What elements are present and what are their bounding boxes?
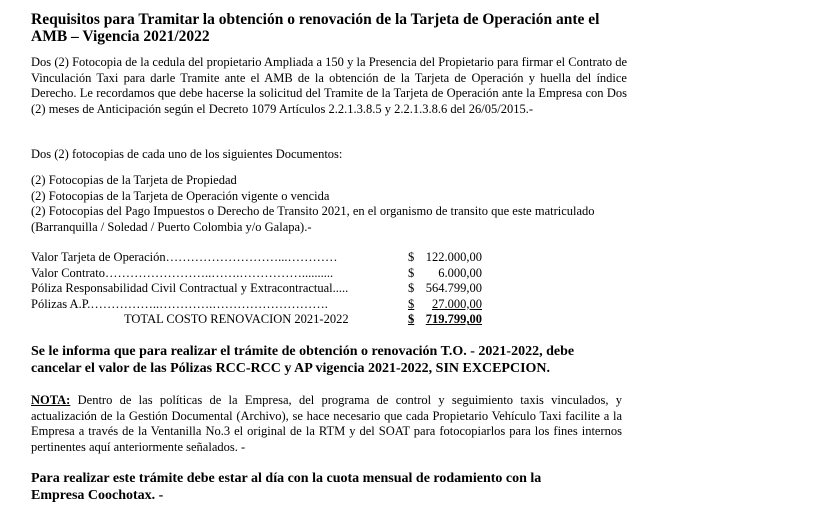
cost-amount: 27.000,00 <box>432 296 482 311</box>
document-title: Requisitos para Tramitar la obtención o renovación de la Tarjeta de Operación ante el AMB – Vigencia 2021/2022 <box>31 11 600 45</box>
documents-intro: Dos (2) fotocopias de cada uno de los siguientes Documentos: <box>31 147 343 161</box>
cost-row <box>31 250 491 266</box>
cost-currency: $ <box>408 296 415 311</box>
requirements-paragraph: Dos (2) Fotocopia de la cedula del propietario Ampliada a 150 y la Presencia del Propietario para firmar el Contrato de Vinculación Taxi para darle Tramite ante el AMB de la obtención de la Tarjeta de Operación y huella del índice Derecho. Le recordamos que debe hacerse la solicitud del Tramite de la Tarjeta de Operación ante la Empresa con Dos (2) meses de Anticipación según el Decreto 1079 Artículos 2.2.1.3.8.5 y 2.2.1.3.8.6 del 26/05/2015.- <box>31 55 627 116</box>
cost-row <box>31 281 491 297</box>
list-item: (2) Fotocopias de la Tarjeta de Operación vigente o vencida <box>31 188 330 203</box>
cost-amount: 122.000,00 <box>425 250 482 264</box>
cost-amount: 564.799,00 <box>425 281 482 296</box>
nota-label: NOTA: <box>31 393 71 407</box>
cost-label: Pólizas A.P.……………..………….………………………. <box>31 296 328 311</box>
total-amount: 719.799,00 <box>425 312 482 327</box>
list-item: (2) Fotocopias de la Tarjeta de Propiedad <box>31 173 237 187</box>
cost-row <box>31 297 491 313</box>
nota-paragraph <box>31 393 622 455</box>
documents-list <box>31 173 621 235</box>
cost-label: Valor Contrato……………………..…….…………….......... <box>31 265 334 280</box>
nota-text: Dentro de las políticas de la Empresa, del programa de control y seguimiento taxis vinculados, y actualización de la Gestión Documental (Archivo), se hace necesario que cada Propietario Vehículo Taxi facilite a la Empresa a través de la Ventanilla No.3 el original de la RTM y del SOAT para fotocopiarlos para los fines internos pertinentes aquí anteriormente señalados. - <box>31 393 622 454</box>
closing-notice: Para realizar este trámite debe estar al día con la cuota mensual de rodamiento con la Empresa Coochotax. - <box>31 471 542 503</box>
cost-amount: 6.000,00 <box>438 265 482 280</box>
cost-label: Póliza Responsabilidad Civil Contractual y Extracontractual..... <box>31 281 349 296</box>
total-row <box>31 312 491 328</box>
total-currency: $ <box>408 312 415 327</box>
list-item: (2) Fotocopias del Pago Impuestos o Derecho de Transito 2021, en el organismo de transito que este matriculado (Barranquilla / Soledad / Puerto Colombia y/o Galapa).- <box>31 204 595 234</box>
cost-table <box>31 250 491 328</box>
cost-row <box>31 266 491 282</box>
cost-currency: $ <box>408 265 415 280</box>
total-label: TOTAL COSTO RENOVACION 2021-2022 <box>124 312 349 327</box>
cost-label: Valor Tarjeta de Operación………………………...………… <box>31 250 338 264</box>
cost-currency: $ <box>408 281 415 296</box>
policy-notice: Se le informa que para realizar el trámite de obtención o renovación T.O. - 2021-2022, debe cancelar el valor de las Pólizas RCC-RCC y AP vigencia 2021-2022, SIN EXCEPCION. <box>31 344 575 376</box>
cost-currency: $ <box>408 250 415 264</box>
